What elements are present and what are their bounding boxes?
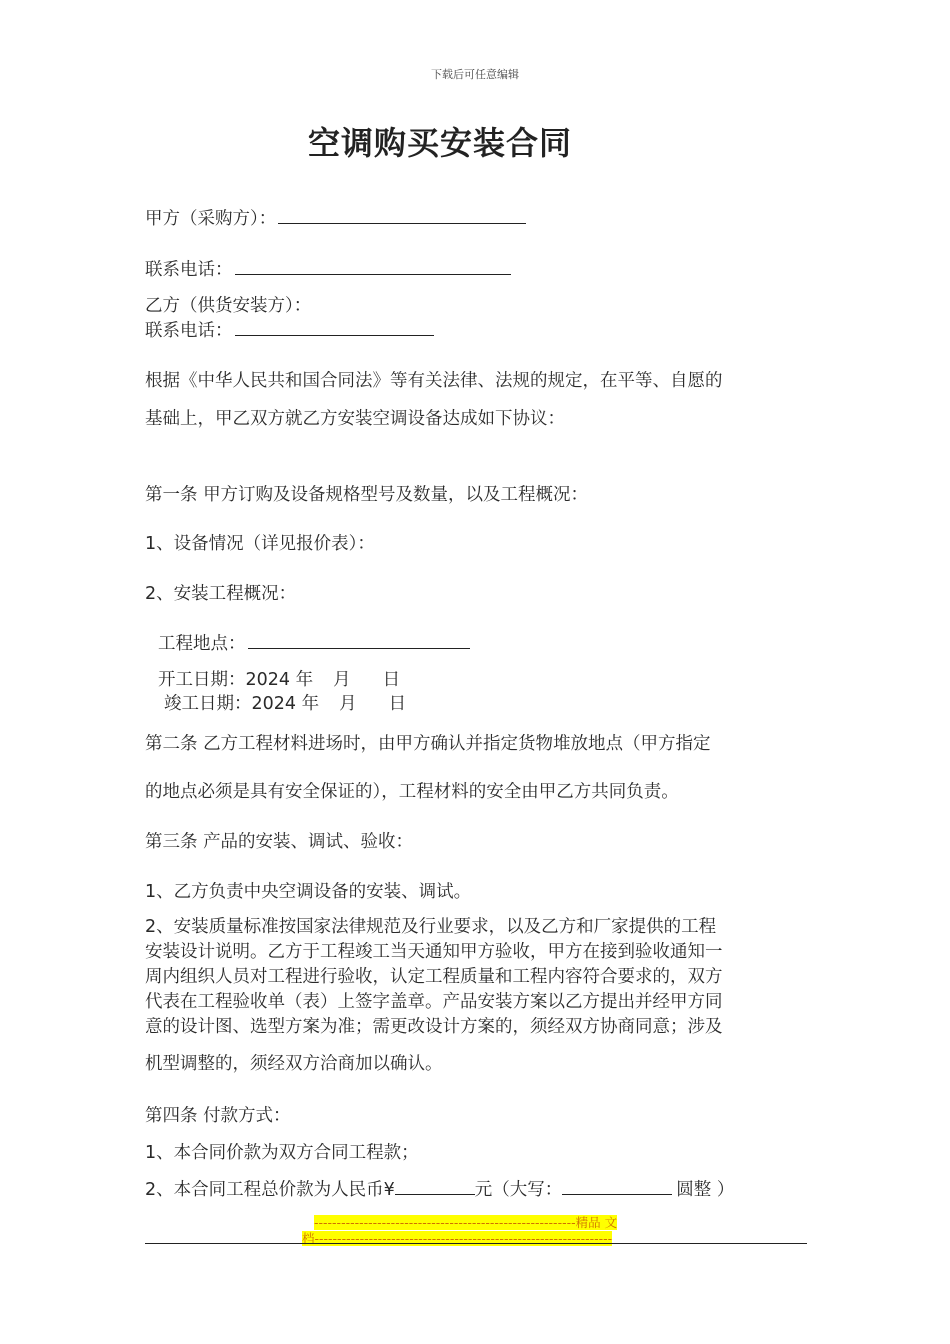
article-3-heading: 第三条 产品的安装、调试、验收： [145, 832, 414, 852]
item-4-1: 1、本合同价款为双方合同工程款； [145, 1143, 419, 1163]
article-1-heading: 第一条 甲方订购及设备规格型号及数量，以及工程概况： [145, 485, 589, 505]
phone-blank-2[interactable] [235, 318, 434, 337]
item-3-2-line-3: 周内组织人员对工程进行验收，认定工程质量和工程内容符合要求的，双方 [145, 967, 723, 987]
amount-words-blank[interactable] [562, 1177, 672, 1196]
footer-divider [145, 1243, 807, 1244]
amount-blank[interactable] [395, 1177, 475, 1196]
site-blank[interactable] [248, 631, 470, 650]
footer-text-2: 档------------------------------------------------------------------ [302, 1231, 613, 1246]
item-1-2: 2、安装工程概况： [145, 584, 297, 604]
start-date-row [158, 666, 400, 691]
item-3-1: 1、乙方负责中央空调设备的安装、调试。 [145, 882, 472, 902]
party-b-label: 乙方（供货安装方）： [145, 296, 312, 316]
item-3-2-last: 机型调整的，须经双方洽商加以确认。 [145, 1054, 443, 1074]
footer-watermark-line-2 [302, 1228, 612, 1247]
article-2-line-2: 的地点必须是具有安全保证的），工程材料的安全由甲乙方共同负责。 [145, 782, 679, 802]
party-a-blank[interactable] [278, 206, 526, 225]
start-day: 日 [382, 670, 401, 690]
intro-line-1: 根据《中华人民共和国合同法》等有关法律、法规的规定，在平等、自愿的 [145, 371, 723, 391]
end-date-row [164, 690, 406, 715]
start-year: 2024 年 [245, 670, 314, 690]
party-a-label: 甲方（采购方）： [145, 209, 277, 229]
item-4-2-suffix: 圆整 ） [676, 1180, 735, 1200]
party-a-row [145, 205, 526, 230]
start-date-label: 开工日期： [158, 670, 246, 690]
item-3-2-line-1: 2、安装质量标准按国家法律规范及行业要求，以及乙方和厂家提供的工程 [145, 917, 717, 937]
item-4-2-mid: 元（大写： [474, 1180, 563, 1200]
phone-blank-1[interactable] [235, 257, 511, 276]
intro-line-2: 基础上，甲乙双方就乙方安装空调设备达成如下协议： [145, 409, 565, 429]
item-4-2-row [145, 1176, 734, 1201]
site-row [158, 630, 470, 655]
site-label: 工程地点： [158, 634, 246, 654]
item-3-2-line-5: 意的设计图、选型方案为准；需更改设计方案的，须经双方协商同意；涉及 [145, 1017, 723, 1037]
end-month: 月 [339, 694, 357, 714]
end-year: 2024 年 [251, 694, 320, 714]
phone-row-2 [145, 317, 434, 342]
end-date-label: 竣工日期： [164, 694, 252, 714]
start-month: 月 [333, 670, 351, 690]
article-4-heading: 第四条 付款方式： [145, 1106, 291, 1126]
article-2-line-1: 第二条 乙方工程材料进场时，由甲方确认并指定货物堆放地点（甲方指定 [145, 734, 711, 754]
item-3-2-line-4: 代表在工程验收单（表）上签字盖章。产品安装方案以乙方提出并经甲方同 [145, 992, 723, 1012]
item-4-2-prefix: 2、本合同工程总价款为人民币¥ [145, 1180, 395, 1200]
footer-text-1: ----------------------------------------------------------精品 文 [314, 1215, 618, 1230]
item-3-2-line-2: 安装设计说明。乙方于工程竣工当天通知甲方验收，甲方在接到验收通知一 [145, 942, 723, 962]
document-title: 空调购买安装合同 [307, 124, 572, 162]
end-day: 日 [388, 694, 407, 714]
phone-row-1 [145, 256, 511, 281]
phone-label-1: 联系电话： [145, 260, 233, 280]
item-1-1: 1、设备情况（详见报价表）： [145, 534, 375, 554]
phone-label-2: 联系电话： [145, 321, 233, 341]
header-note: 下载后可任意编辑 [431, 68, 519, 81]
